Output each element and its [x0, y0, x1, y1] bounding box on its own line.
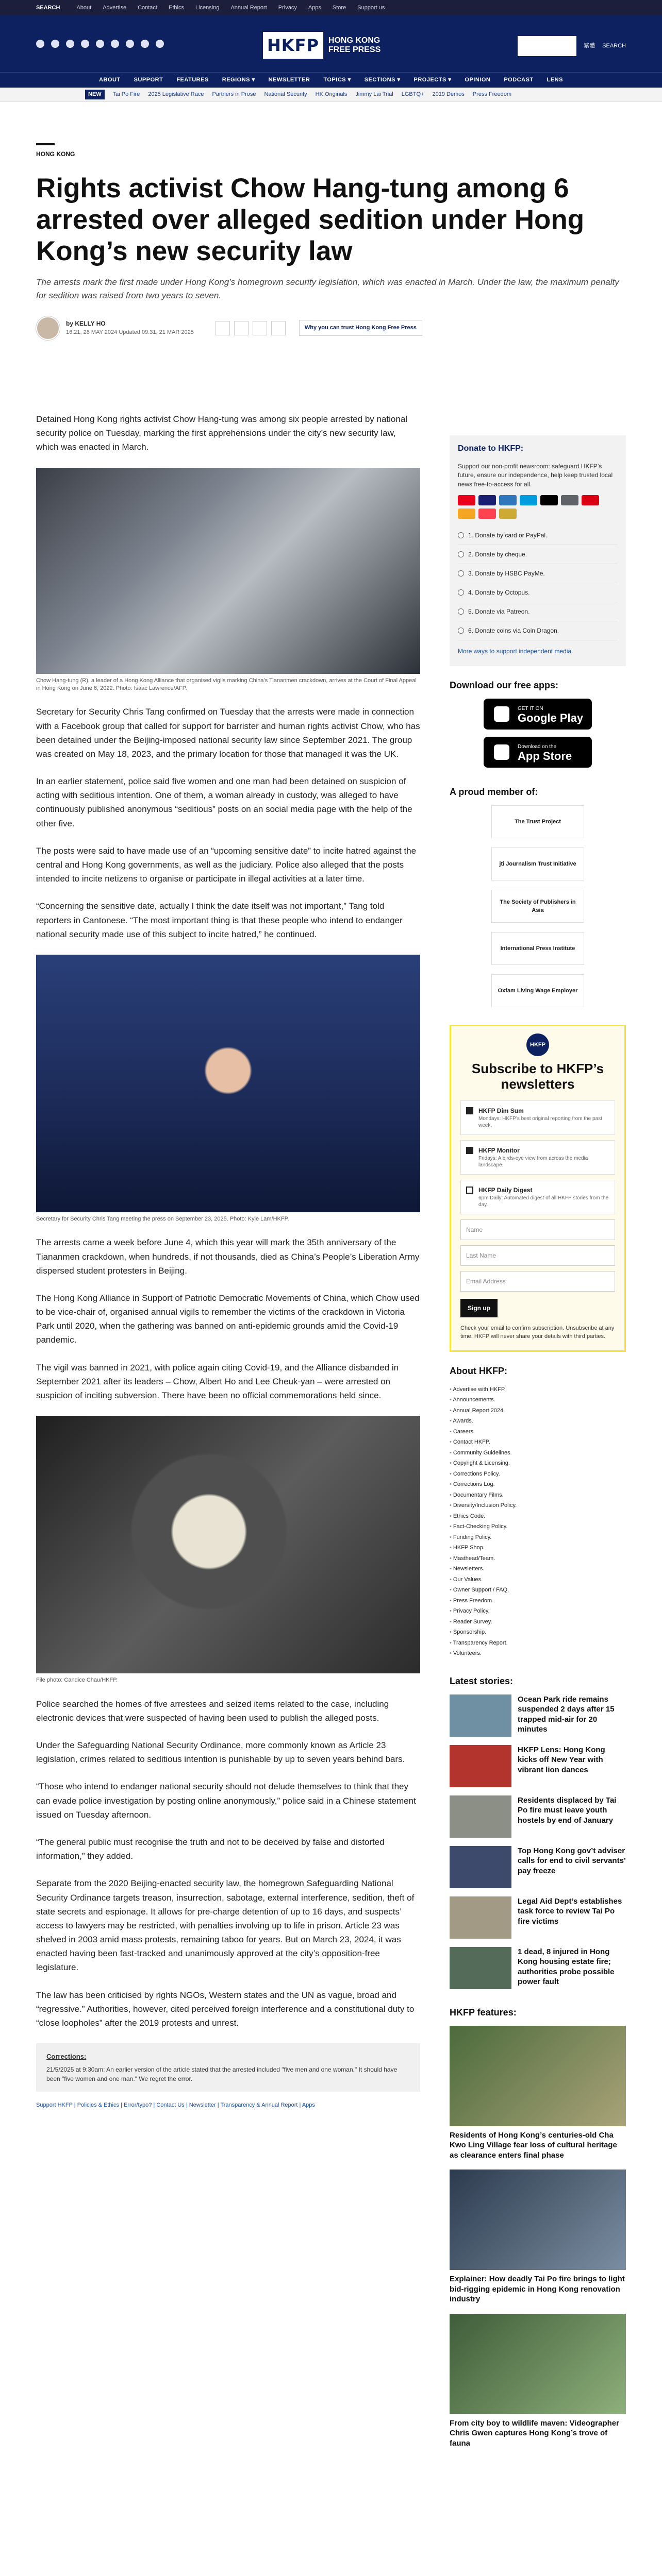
story-title[interactable]: Legal Aid Dept’s establishes task force to review Tai Po fire victims [518, 1896, 622, 1926]
apple-pay-icon [540, 495, 558, 505]
feature-story[interactable] [450, 2314, 626, 2449]
donate-more-link[interactable] [458, 647, 618, 656]
last-name-field[interactable]: Last Name [460, 1245, 615, 1266]
donate-intro: Support our non-profit newsroom: safeguard HKFP’s future, ensure our independence, help keep trusted local news free-to-access for all. [458, 463, 613, 488]
payment-icons [458, 495, 618, 519]
about-link[interactable]: • Volunteers. [450, 1648, 626, 1659]
google-play-small: GET IT ON [518, 705, 543, 711]
ipi-logo[interactable]: International Press Institute [491, 932, 584, 965]
about-link[interactable]: • Sponsorship. [450, 1627, 626, 1638]
x-icon[interactable] [51, 40, 59, 48]
radio-icon [458, 608, 464, 615]
nav-sections[interactable]: SECTIONS ▾ [364, 77, 401, 83]
latest-story[interactable] [450, 1947, 626, 1989]
trending-link[interactable]: 2019 Demos [432, 91, 465, 98]
story-title[interactable]: Ocean Park ride remains suspended 2 days after 15 trapped mid-air for 20 minutes [518, 1694, 615, 1734]
about-link[interactable]: • Careers. [450, 1427, 626, 1437]
newsletter-note: Check your email to confirm subscription. Unsubscribe at any time. HKFP will never share your details with third parties. [460, 1325, 615, 1340]
app-store-label: App Store [518, 749, 572, 762]
nav-lens[interactable]: LENS [547, 77, 563, 83]
latest-story[interactable] [450, 1694, 626, 1737]
checkbox-icon[interactable] [466, 1107, 473, 1114]
nav-podcast[interactable]: PODCAST [504, 77, 534, 83]
feature-title[interactable]: Explainer: How deadly Tai Po fire brings to light bid-rigging epidemic in Hong Kong renovation industry [450, 2275, 625, 2304]
top-link-contact[interactable]: Contact [138, 4, 157, 11]
top-link-ethics[interactable]: Ethics [168, 4, 184, 11]
donate-option-label: 5. Donate via Patreon. [468, 608, 530, 616]
radio-icon [458, 532, 464, 538]
social-icons [36, 40, 164, 48]
feature-image[interactable] [450, 2170, 626, 2270]
coin-icon [499, 509, 517, 519]
about-link[interactable]: • Ethics Code. [450, 1511, 626, 1522]
top-link-store[interactable]: Store [332, 4, 346, 11]
nav-support[interactable]: SUPPORT [134, 77, 163, 83]
radio-icon [458, 628, 464, 634]
logo-text: HONG KONG FREE PRESS [328, 36, 381, 54]
about-links [450, 1384, 626, 1659]
trending-link[interactable]: 2025 Legislative Race [148, 91, 204, 98]
paypal-icon [520, 495, 537, 505]
figure [36, 955, 420, 1223]
top-link-annual-report[interactable]: Annual Report [230, 4, 267, 11]
sopa-logo[interactable]: The Society of Publishers in Asia [491, 890, 584, 923]
about-link[interactable]: • Masthead/Team. [450, 1553, 626, 1564]
donate-option[interactable] [458, 564, 618, 583]
newsletter-name: HKFP Daily Digest [478, 1186, 533, 1194]
story-thumbnail[interactable] [450, 1795, 511, 1838]
nav-topics[interactable]: TOPICS ▾ [323, 77, 351, 83]
masthead-search[interactable]: SEARCH [602, 43, 626, 49]
share-facebook-icon[interactable] [216, 321, 230, 335]
top-link-licensing[interactable]: Licensing [195, 4, 220, 11]
story-title[interactable]: HKFP Lens: Hong Kong kicks off New Year with vibrant lion dances [518, 1745, 605, 1774]
publish-dates: 16:21, 28 MAY 2024 Updated 09:31, 21 MAR 2025 [66, 329, 194, 336]
photo-chris-tang[interactable] [36, 955, 420, 1212]
about-link[interactable]: • Copyright & Licensing. [450, 1458, 626, 1469]
trending-link[interactable]: LGBTQ+ [401, 91, 424, 98]
donate-box [450, 435, 626, 666]
donate-option[interactable] [458, 602, 618, 621]
about-link[interactable]: • Awards. [450, 1416, 626, 1427]
about-link[interactable]: • Newsletters. [450, 1564, 626, 1574]
paragraph: In an earlier statement, police said five women and one man had been detained on suspicion of acting with seditious intention. One of them, a woman already in custody, was alleged to have continuously published anonymous “seditious” posts on an social media page with the help of the other five. [36, 776, 412, 828]
feature-story[interactable] [450, 2026, 626, 2161]
share-x-icon[interactable] [234, 321, 249, 335]
about-link[interactable]: • HKFP Shop. [450, 1543, 626, 1553]
feature-story[interactable] [450, 2170, 626, 2304]
top-link-advertise[interactable]: Advertise [103, 4, 127, 11]
google-pay-icon [561, 495, 578, 505]
share-whatsapp-icon[interactable] [253, 321, 267, 335]
nav-features[interactable]: FEATURES [176, 77, 209, 83]
paragraph: Police searched the homes of five arrestees and seized items related to the case, including electronic devices that were suspected of having been used to publish the alleged posts. [36, 1699, 389, 1723]
donate-option[interactable] [458, 526, 618, 545]
site-logo[interactable] [263, 32, 390, 59]
trust-project-logo[interactable]: The Trust Project [491, 805, 584, 838]
corrections-title: Corrections: [46, 2053, 87, 2061]
nav-newsletter[interactable]: NEWSLETTER [268, 77, 310, 83]
features-heading: HKFP features: [450, 2007, 517, 2018]
latest-story[interactable] [450, 1846, 626, 1888]
newsletter-box [450, 1025, 626, 1352]
trust-link[interactable]: Why you can trust Hong Kong Free Press [299, 320, 422, 336]
top-link-about[interactable]: About [76, 4, 92, 11]
newsletter-desc: Mondays: HKFP’s best original reporting from the past week. [478, 1115, 602, 1129]
top-search-link[interactable]: SEARCH [36, 4, 60, 11]
paragraph: The Hong Kong Alliance in Support of Patriotic Democratic Movements of China, which Chow used to be vice-chair of, organised annual vigils to remember the victims of the crackdown in Victoria Park until 2020, when the gathering was banned on anti-epidemic grounds amid the Covid-19 pandemic. [36, 1293, 420, 1345]
article-category[interactable]: HONG KONG [36, 150, 75, 158]
paragraph: The law has been criticised by rights NGOs, Western states and the UN as vague, broad and “regressive.” Authorities, however, cited perceived foreign interference and a constitutional duty to “close loopholes” after the 2019 protests and unrest. [36, 1990, 415, 2028]
about-link[interactable]: • Community Guidelines. [450, 1448, 626, 1459]
newsletter-badge: HKFP [526, 1033, 549, 1056]
story-thumbnail[interactable] [450, 1947, 511, 1989]
telegram-icon[interactable] [111, 40, 119, 48]
threads-icon[interactable] [81, 40, 89, 48]
donate-option[interactable] [458, 583, 618, 602]
photo-caption: Secretary for Security Chris Tang meeting the press on September 23, 2025. Photo: Kyle Lam/HKFP. [36, 1215, 289, 1222]
donate-option-label: 2. Donate by cheque. [468, 551, 527, 558]
latest-story[interactable] [450, 1795, 626, 1838]
payme-icon [582, 495, 599, 505]
newsletter-title: Subscribe to HKFP’s newsletters [471, 1061, 604, 1092]
donate-option[interactable] [458, 545, 618, 564]
top-link-privacy[interactable]: Privacy [278, 4, 297, 11]
nav-opinion[interactable]: OPINION [465, 77, 491, 83]
story-thumbnail[interactable] [450, 1745, 511, 1787]
first-name-field[interactable]: Name [460, 1219, 615, 1240]
top-utility-bar [0, 0, 662, 15]
story-thumbnail[interactable] [450, 1846, 511, 1888]
story-title[interactable]: Residents displaced by Tai Po fire must leave youth hostels by end of January [518, 1795, 617, 1825]
newsletter-desc: 6pm Daily: Automated digest of all HKFP stories from the day. [478, 1195, 609, 1208]
top-link-support[interactable]: Support us [357, 4, 385, 11]
rss-icon[interactable] [141, 40, 149, 48]
donate-option-label: 4. Donate by Octopus. [468, 589, 530, 597]
paragraph: The posts were said to have made use of an “upcoming sensitive date” to incite hatred against the central and Hong Kong governments, as well as the judiciary. Police also alleged that the posts intended to incite netizens to organise or participate in illegal activities at a later time. [36, 845, 417, 884]
new-badge: NEW [85, 90, 105, 99]
top-link-apps[interactable]: Apps [308, 4, 321, 11]
about-link[interactable]: • Advertise with HKFP. [450, 1384, 626, 1395]
author-name[interactable]: by KELLY HO [66, 320, 106, 328]
signup-button[interactable]: Sign up [460, 1299, 498, 1317]
article-header [36, 143, 626, 340]
paragraph: Detained Hong Kong rights activist Chow Hang-tung was among six people arrested by national security police on Tuesday, marking the first apprehensions under the city’s new security law, which was enacted in March. [36, 414, 408, 452]
author-avatar [36, 316, 60, 340]
about-link[interactable]: • Fact-Checking Policy. [450, 1521, 626, 1532]
figure [36, 1416, 420, 1684]
checkbox-icon[interactable] [466, 1187, 473, 1194]
about-link[interactable]: • Reader Survey. [450, 1617, 626, 1628]
trending-link[interactable]: Press Freedom [472, 91, 512, 98]
byline-row [36, 316, 626, 340]
email-field[interactable]: Email Address [460, 1271, 615, 1292]
trending-link[interactable]: HK Originals [315, 91, 347, 98]
about-link[interactable]: • Our Values. [450, 1574, 626, 1585]
trending-link[interactable]: Jimmy Lai Trial [355, 91, 393, 98]
paragraph: “Concerning the sensitive date, actually I think the date itself was not important,” Tang told reporters in Cantonese. “The most important thing is that these people who intend to endanger national security made use of this subject to incite hatred,” he continued. [36, 901, 403, 939]
paragraph: “The general public must recognise the truth and not to be deceived by false and distorted information,” they added. [36, 1837, 385, 1861]
amex-icon [499, 495, 517, 505]
language-switch[interactable]: 繁體 [584, 43, 595, 49]
byline [66, 319, 194, 337]
jti-logo[interactable]: jti Journalism Trust Initiative [491, 848, 584, 880]
about-link[interactable]: • Corrections Log. [450, 1479, 626, 1490]
checkbox-icon[interactable] [466, 1147, 473, 1154]
masthead [0, 15, 662, 72]
support-hkfp-button[interactable]: SUPPORT HKFP [518, 36, 576, 56]
oxfam-logo[interactable]: Oxfam Living Wage Employer [491, 974, 584, 1007]
radio-icon [458, 589, 464, 596]
radio-icon [458, 551, 464, 557]
photo-caption: Chow Hang-tung (R), a leader of a Hong Kong Alliance that organised vigils marking China’s Tiananmen crackdown, arrives at the Court of Final Appeal in Hong Kong on June 6, 2022. Photo: Isaac Lawrence/AFP. [36, 677, 417, 691]
article-title: Rights activist Chow Hang-tung among 6 arrested over alleged sedition under Hong Kong’s new security law [36, 173, 585, 266]
story-title[interactable]: 1 dead, 8 injured in Hong Kong housing estate fire; authorities probe possible power fault [518, 1947, 615, 1987]
corrections-box [36, 2043, 420, 2092]
about-link[interactable]: • Documentary Films. [450, 1490, 626, 1501]
paragraph: The arrests came a week before June 4, which this year will mark the 35th anniversary of the Tiananmen crackdown, when hundreds, if not thousands, died as China’s People’s Liberation Army dispersed student protesters in Beijing. [36, 1238, 420, 1276]
google-play-button[interactable] [484, 699, 592, 730]
about-heading: About HKFP: [450, 1365, 507, 1376]
article-footer-links[interactable]: Support HKFP | Policies & Ethics | Error/typo? | Contact Us | Newsletter | Transparency & Annual Report | Apps [36, 2102, 315, 2108]
newsletter-option[interactable] [460, 1180, 615, 1214]
share-email-icon[interactable] [271, 321, 286, 335]
photo-chow-hang-tung[interactable] [36, 468, 420, 674]
about-link[interactable]: • Funding Policy. [450, 1532, 626, 1543]
nav-about[interactable]: ABOUT [99, 77, 121, 83]
visa-icon [478, 495, 496, 505]
story-title[interactable]: Top Hong Kong gov’t adviser calls for end to civil servants’ pay freeze [518, 1846, 626, 1875]
photo-police-emblem[interactable] [36, 1416, 420, 1673]
trending-link[interactable]: Tai Po Fire [112, 91, 140, 98]
app-store-small: Download on the [518, 743, 557, 750]
member-heading: A proud member of: [450, 787, 538, 798]
story-thumbnail[interactable] [450, 1694, 511, 1737]
paragraph: Secretary for Security Chris Tang confirmed on Tuesday that the arrests were made in connection with a Facebook group that called for support for barrister and human rights activist Chow, who has been detained under the Beijing-imposed national security law since September 2021. The group was created on May 18, 2023, and the primary location for those that managed it was the UK. [36, 707, 420, 759]
paragraph: “Those who intend to endanger national security should not delude themselves to think that they can evade police investigation by posting online anonymously,” police said in a Chinese statement issued on Tuesday afternoon. [36, 1782, 416, 1820]
donate-option[interactable] [458, 621, 618, 640]
about-link[interactable]: • Privacy Policy. [450, 1606, 626, 1617]
about-link[interactable]: • Diversity/Inclusion Policy. [450, 1500, 626, 1511]
donate-heading: Donate to HKFP: [458, 444, 524, 453]
article-body [36, 412, 420, 2109]
linkedin-icon[interactable] [126, 40, 134, 48]
about-link[interactable]: • Owner Support / FAQ. [450, 1585, 626, 1596]
member-logos [450, 805, 626, 1007]
feature-title[interactable]: Residents of Hong Kong’s centuries-old Cha Kwo Ling Village fear loss of cultural heritage as clearance enters final phase [450, 2130, 617, 2160]
about-link[interactable]: • Transparency Report. [450, 1638, 626, 1649]
photo-caption: File photo: Candice Chau/HKFP. [36, 1677, 118, 1684]
patreon-icon [478, 509, 496, 519]
latest-heading: Latest stories: [450, 1675, 514, 1686]
about-link[interactable]: • Corrections Policy. [450, 1469, 626, 1480]
newsletter-desc: Fridays: A birds-eye view from across the media landscape. [478, 1155, 588, 1168]
about-link[interactable]: • Press Freedom. [450, 1596, 626, 1606]
kicker-bar [36, 143, 55, 145]
sidebar [450, 435, 626, 2458]
nav-projects[interactable]: PROJECTS ▾ [413, 77, 452, 83]
latest-story[interactable] [450, 1745, 626, 1787]
donate-option-label: 6. Donate coins via Coin Dragon. [468, 627, 559, 635]
trending-bar [0, 88, 662, 102]
nav-regions[interactable]: REGIONS ▾ [222, 77, 255, 83]
about-link[interactable]: • Annual Report 2024. [450, 1405, 626, 1416]
youtube-icon[interactable] [96, 40, 104, 48]
mastercard-icon [458, 495, 475, 505]
email-icon[interactable] [156, 40, 164, 48]
newsletter-name: HKFP Dim Sum [478, 1107, 524, 1114]
octopus-icon [458, 509, 475, 519]
facebook-icon[interactable] [36, 40, 44, 48]
latest-story[interactable] [450, 1896, 626, 1939]
newsletter-option[interactable] [460, 1140, 615, 1175]
instagram-icon[interactable] [66, 40, 74, 48]
paragraph: Under the Safeguarding National Security Ordinance, more commonly known as Article 23 legislation, crimes related to seditious intention is punishable by up to seven years behind bars. [36, 1740, 405, 1765]
feature-image[interactable] [450, 2314, 626, 2414]
figure [36, 468, 420, 693]
donate-option-label: 1. Donate by card or PayPal. [468, 532, 548, 539]
donate-option-label: 3. Donate by HSBC PayMe. [468, 570, 545, 578]
article-standfirst: The arrests mark the first made under Hong Kong’s homegrown security legislation, which was enacted in March. Under the law, the maximum penalty for sedition was raised from two years to seven. [36, 277, 619, 301]
feature-image[interactable] [450, 2026, 626, 2126]
paragraph: Separate from the 2020 Beijing-enacted security law, the homegrown Safeguarding National Security Ordinance targets treason, insurrection, sabotage, external interference, sedition, theft of state secrets and espionage. It allows for pre-charge detention of up to 16 days, and suspects’ access to lawyers may be restricted, with penalties involving up to life in prison. Article 23 was shelved in 2003 amid mass protests, remaining taboo for years. But on March 23, 2024, it was enacted having been fast-tracked and unanimously approved at the city’s opposition-free legislature. [36, 1878, 415, 1973]
trending-link[interactable]: Partners in Prose [212, 91, 256, 98]
main-nav [0, 72, 662, 88]
feature-title[interactable]: From city boy to wildlife maven: Videographer Chris Gwen captures Hong Kong’s trove of fauna [450, 2418, 619, 2448]
paragraph: The vigil was banned in 2021, with police again citing Covid-19, and the Alliance disbanded in September 2021 after its leaders – Chow, Albert Ho and Lee Cheuk-yan – were arrested on suspicion of inciting subversion. There have been no official commemorations held since. [36, 1362, 399, 1401]
story-thumbnail[interactable] [450, 1896, 511, 1939]
corrections-text: 21/5/2025 at 9:30am: An earlier version of the article stated that the arrested included "five men and one woman." It should have been "five women and one man." We regret the error. [46, 2065, 398, 2082]
google-play-label: Google Play [518, 711, 584, 724]
share-icons [216, 321, 286, 335]
apps-heading: Download our free apps: [450, 680, 559, 691]
trending-link[interactable]: National Security [264, 91, 307, 98]
about-link[interactable]: • Announcements. [450, 1395, 626, 1405]
newsletter-option[interactable] [460, 1100, 615, 1135]
logo-mark: HKFP [263, 32, 323, 59]
app-store-button[interactable] [484, 737, 592, 768]
newsletter-name: HKFP Monitor [478, 1146, 520, 1154]
radio-icon [458, 570, 464, 577]
donate-more-anchor[interactable]: More ways to support independent media. [458, 648, 573, 655]
about-link[interactable]: • Contact HKFP. [450, 1437, 626, 1448]
